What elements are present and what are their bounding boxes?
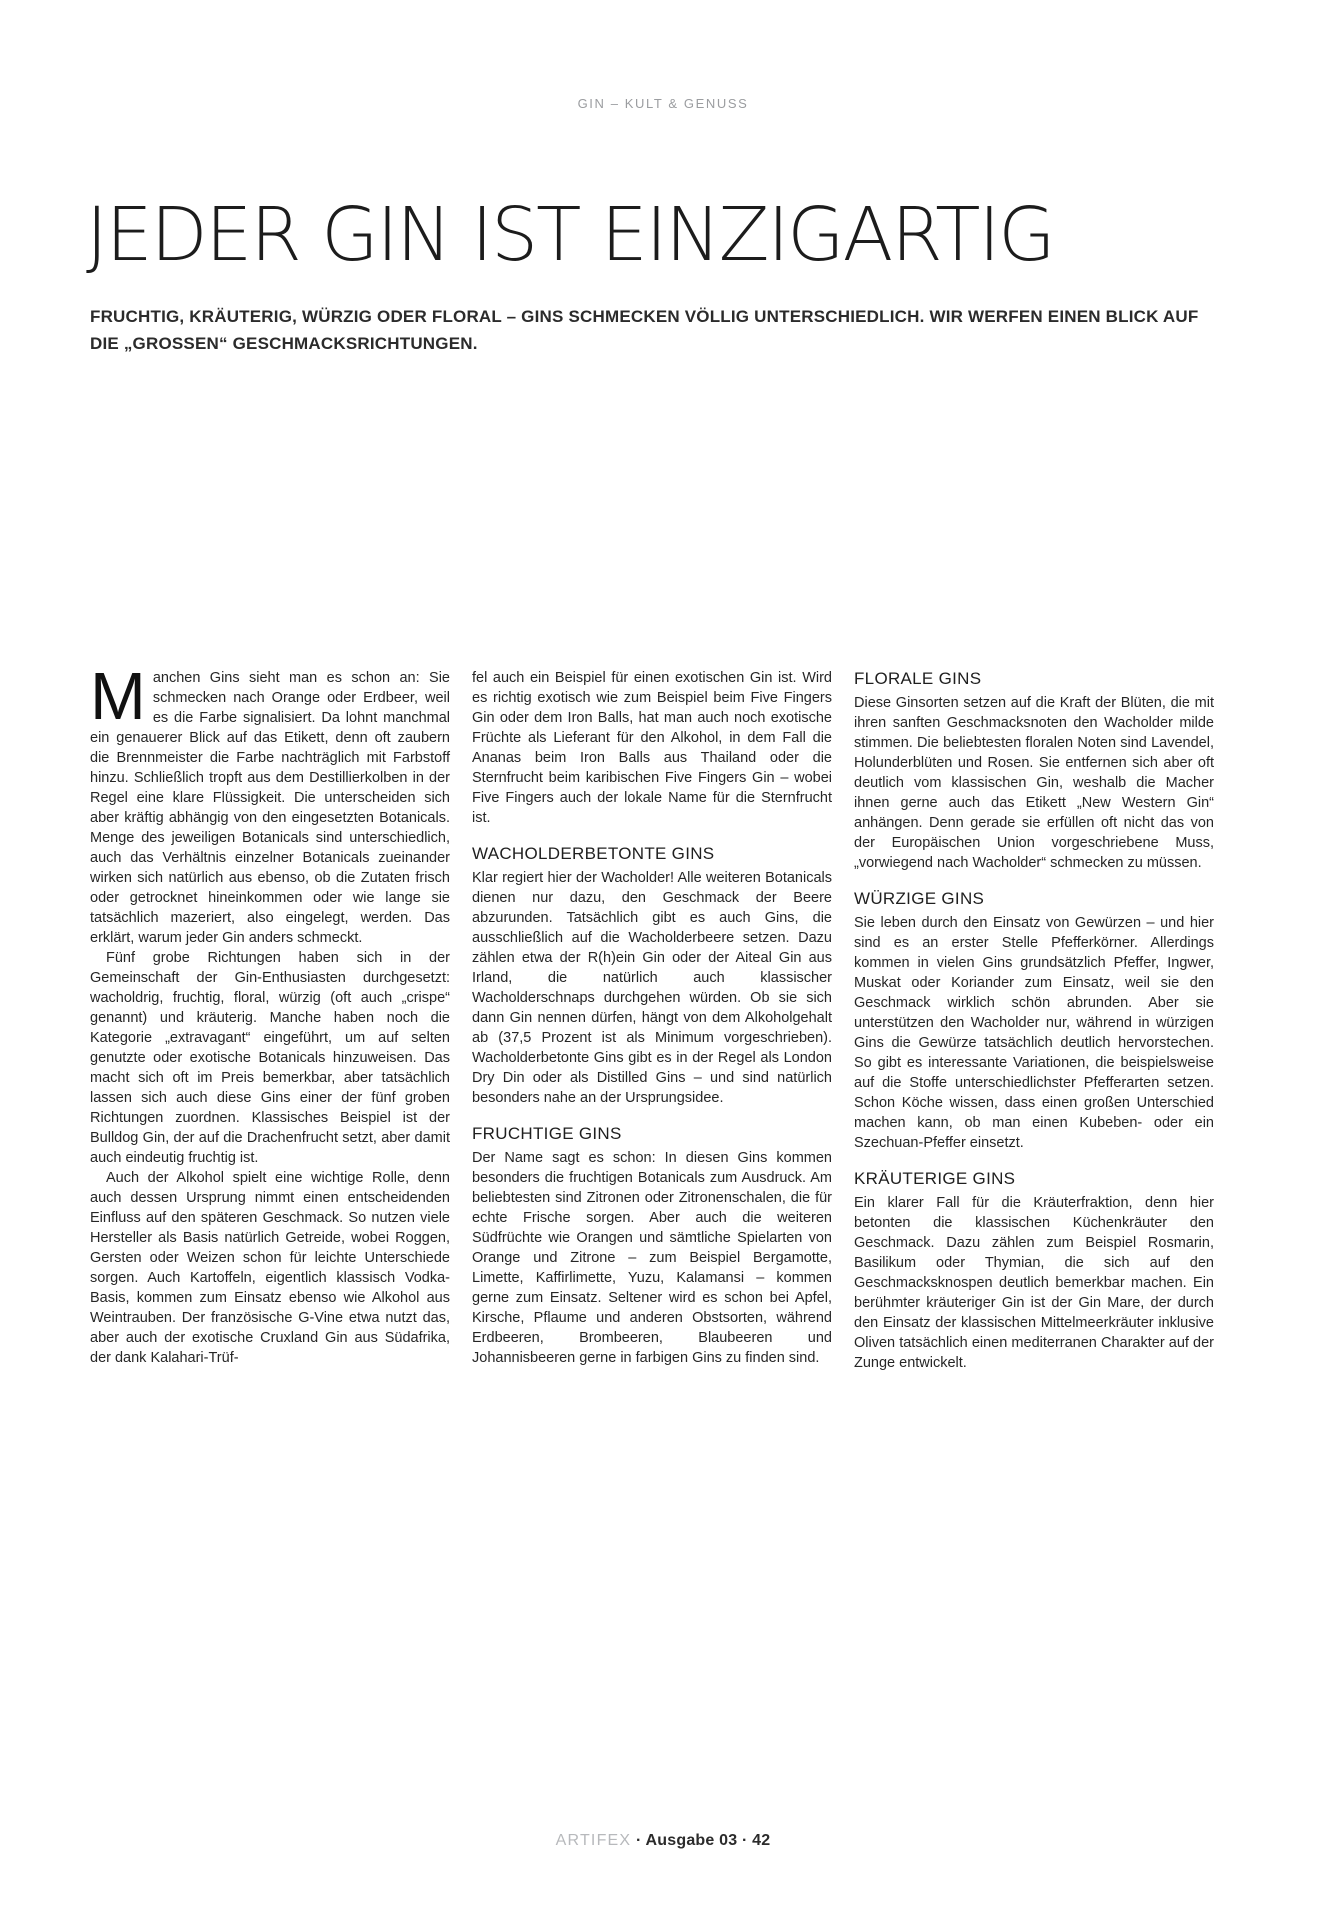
issue-page-number: · Ausgabe 03 · 42: [631, 1832, 771, 1849]
body-paragraph: Auch der Alkohol spielt eine wichtige Rolle, denn auch dessen Ursprung nimmt einen entscheidenden Einfluss auf den späteren Geschmack. So nutzen viele Hersteller als Basis natürlich Getreide, wobei Roggen, Gersten oder Weizen schon für leichte Unterschiede sorgen. Auch Kartoffeln, eigentlich klassisch Vodka-Basis, kommen zum Einsatz ebenso wie Alkohol aus Weintrauben. Der französische G-Vine etwa nutzt das, aber auch der exotische Cruxland Gin aus Südafrika, der dank Kalahari-Trüf-: [90, 1170, 450, 1366]
body-paragraph: Fünf grobe Richtungen haben sich in der Gemeinschaft der Gin-Enthusiasten durchgesetzt: wacholdrig, fruchtig, floral, würzig (oft auch „crispe“ genannt) und kräuterig. Manche haben noch die Kategorie „extravagant“ eingeführt, um auf selten genutzte oder exotische Botanicals hinzuweisen. Das macht sich oft im Preis bemerkbar, aber tatsächlich lassen sich auch diese Gins einer der fünf groben Richtungen zuordnen. Klassisches Beispiel ist der Bulldog Gin, der auf die Drachenfrucht setzt, aber damit auch eindeutig fruchtig ist.: [90, 950, 450, 1166]
body-paragraph: Manchen Gins sieht man es schon an: Sie schmecken nach Orange oder Erdbeer, weil es die Farbe signalisiert. Da lohnt manchmal ein genauerer Blick auf das Etikett, denn oft zaubern die Brennmeister die Farbe nachträglich mit Farbstoff hinzu. Schließlich tropft aus dem Destillierkolben in der Regel eine klare Flüssigkeit. Die unterscheiden sich aber kräftig abhängig von den eingesetzten Botanicals. Menge des jeweiligen Botanicals sind unterschiedlich, auch das Verhältnis einzelner Botanicals zueinander wirken sich natürlich aus ebenso, ob die Zutaten frisch oder getrocknet hineinkommen oder wie lange sie tatsächlich mazeriert, also eingelegt, werden. Das erklärt, warum jeder Gin anders schmeckt.: [90, 659, 450, 946]
article-columns: [90, 659, 1214, 1373]
article-title: JEDER GIN IST EINZIGARTIG: [86, 192, 1054, 278]
magazine-name: ARTIFEX: [555, 1832, 632, 1849]
body-paragraph: Sie leben durch den Einsatz von Gewürzen – und hier sind es an erster Stelle Pfefferkörner. Allerdings kommen in vielen Gins grundsätzlich Pfeffer, Ingwer, Muskat oder Koriander zum Einsatz, weil sie den Geschmack wirklich schön abrunden. Aber sie unterstützen den Wacholder nur, während in würzigen Gins die Gewürze tatsächlich deutlich hervorstechen. So gibt es interessante Variationen, die beispielsweise auf die Stoffe unterschiedlichster Pfefferarten setzen. Schon Köche wissen, dass einen großen Unterschied machen kann, ob man einen Kubeben- oder ein Szechuan-Pfeffer einsetzt.: [854, 915, 1214, 1151]
section-heading: KRÄUTERIGE GINS: [854, 1169, 1016, 1188]
article-standfirst: FRUCHTIG, KRÄUTERIG, WÜRZIG ODER FLORAL – GINS SCHMECKEN VÖLLIG UNTERSCHIEDLICH. WIR WERFEN EINEN BLICK AUF DIE „GROSSEN“ GESCHMACKSRICHTUNGEN.: [90, 307, 1199, 353]
section-heading: WACHOLDERBETONTE GINS: [472, 844, 715, 863]
drop-cap: M: [90, 659, 146, 734]
body-paragraph: Diese Ginsorten setzen auf die Kraft der Blüten, die mit ihren sanften Geschmacksnoten den Wacholder milde stimmen. Die beliebtesten floralen Noten sind Lavendel, Holunderblüten und Rosen. Sie entfernen sich aber oft deutlich vom klassischen Gin, weshalb die Macher ihnen gerne auch das Etikett „New Western Gin“ anhängen. Denn gerade sie erfüllen oft nicht das von der Europäischen Union vorgeschriebene Muss, „vorwiegend nach Wacholder“ schmecken zu müssen.: [854, 695, 1214, 871]
section-heading: FLORALE GINS: [854, 669, 982, 688]
body-paragraph: Klar regiert hier der Wacholder! Alle weiteren Botanicals dienen nur dazu, den Geschmack der Beere abzurunden. Tatsächlich gibt es auch Gins, die ausschließlich auf die Wacholderbeere setzen. Dazu zählen etwa der R(h)ein Gin oder der Aiteal Gin aus Irland, die natürlich auch klassischer Wacholderschnaps durchgehen würden. Ob sie sich dann Gin nennen dürfen, hängt von dem Alkoholgehalt ab (37,5 Prozent ist als Minimum vorgeschrieben). Wacholderbetonte Gins gibt es in der Regel als London Dry Din oder als Distilled Gins – und sind natürlich besonders nahe an der Ursprungsidee.: [472, 870, 832, 1106]
page-footer: [0, 1832, 1326, 1850]
body-paragraph: Ein klarer Fall für die Kräuterfraktion, denn hier betonten die klassischen Küchenkräuter den Geschmack. Dazu zählen zum Beispiel Rosmarin, Basilikum oder Thymian, die sich auf den Geschmacksknospen deutlich bemerkbar machen. Ein berühmter kräuteriger Gin ist der Gin Mare, der durch den Einsatz der klassischen Mittelmeerkräuter inklusive Oliven tatsächlich einen mediterranen Charakter auf der Zunge entwickelt.: [854, 1195, 1214, 1371]
text-column-1: [90, 659, 450, 1373]
body-paragraph: Der Name sagt es schon: In diesen Gins kommen besonders die fruchtigen Botanicals zum Ausdruck. Am beliebtesten sind Zitronen oder Zitronenschalen, die für echte Frische sorgen. Aber auch die weiteren Südfrüchte wie Orangen und sämtliche Spielarten von Orange und Zitrone – zum Beispiel Bergamotte, Limette, Kaffirlimette, Yuzu, Kalamansi – kommen gerne zum Einsatz. Seltener wird es schon bei Apfel, Kirsche, Pflaume und anderen Obstsorten, während Erdbeeren, Brombeeren, Blaubeeren und Johannisbeeren gerne in farbigen Gins zu finden sind.: [472, 1150, 832, 1366]
section-heading: WÜRZIGE GINS: [854, 889, 985, 908]
body-paragraph: fel auch ein Beispiel für einen exotischen Gin ist. Wird es richtig exotisch wie zum Beispiel beim Five Fingers Gin oder dem Iron Balls, hat man auch noch exotische Früchte als Lieferant für den Alkohol, in dem Fall die Ananas beim Iron Balls aus Thailand oder die Sternfrucht beim karibischen Five Fingers Gin – wobei Five Fingers auch der lokale Name für die Sternfrucht ist.: [472, 670, 832, 826]
section-heading: FRUCHTIGE GINS: [472, 1124, 622, 1143]
text-column-3: [854, 668, 1214, 1373]
text-column-2: [472, 668, 832, 1373]
section-kicker: GIN – KULT & GENUSS: [577, 96, 749, 111]
